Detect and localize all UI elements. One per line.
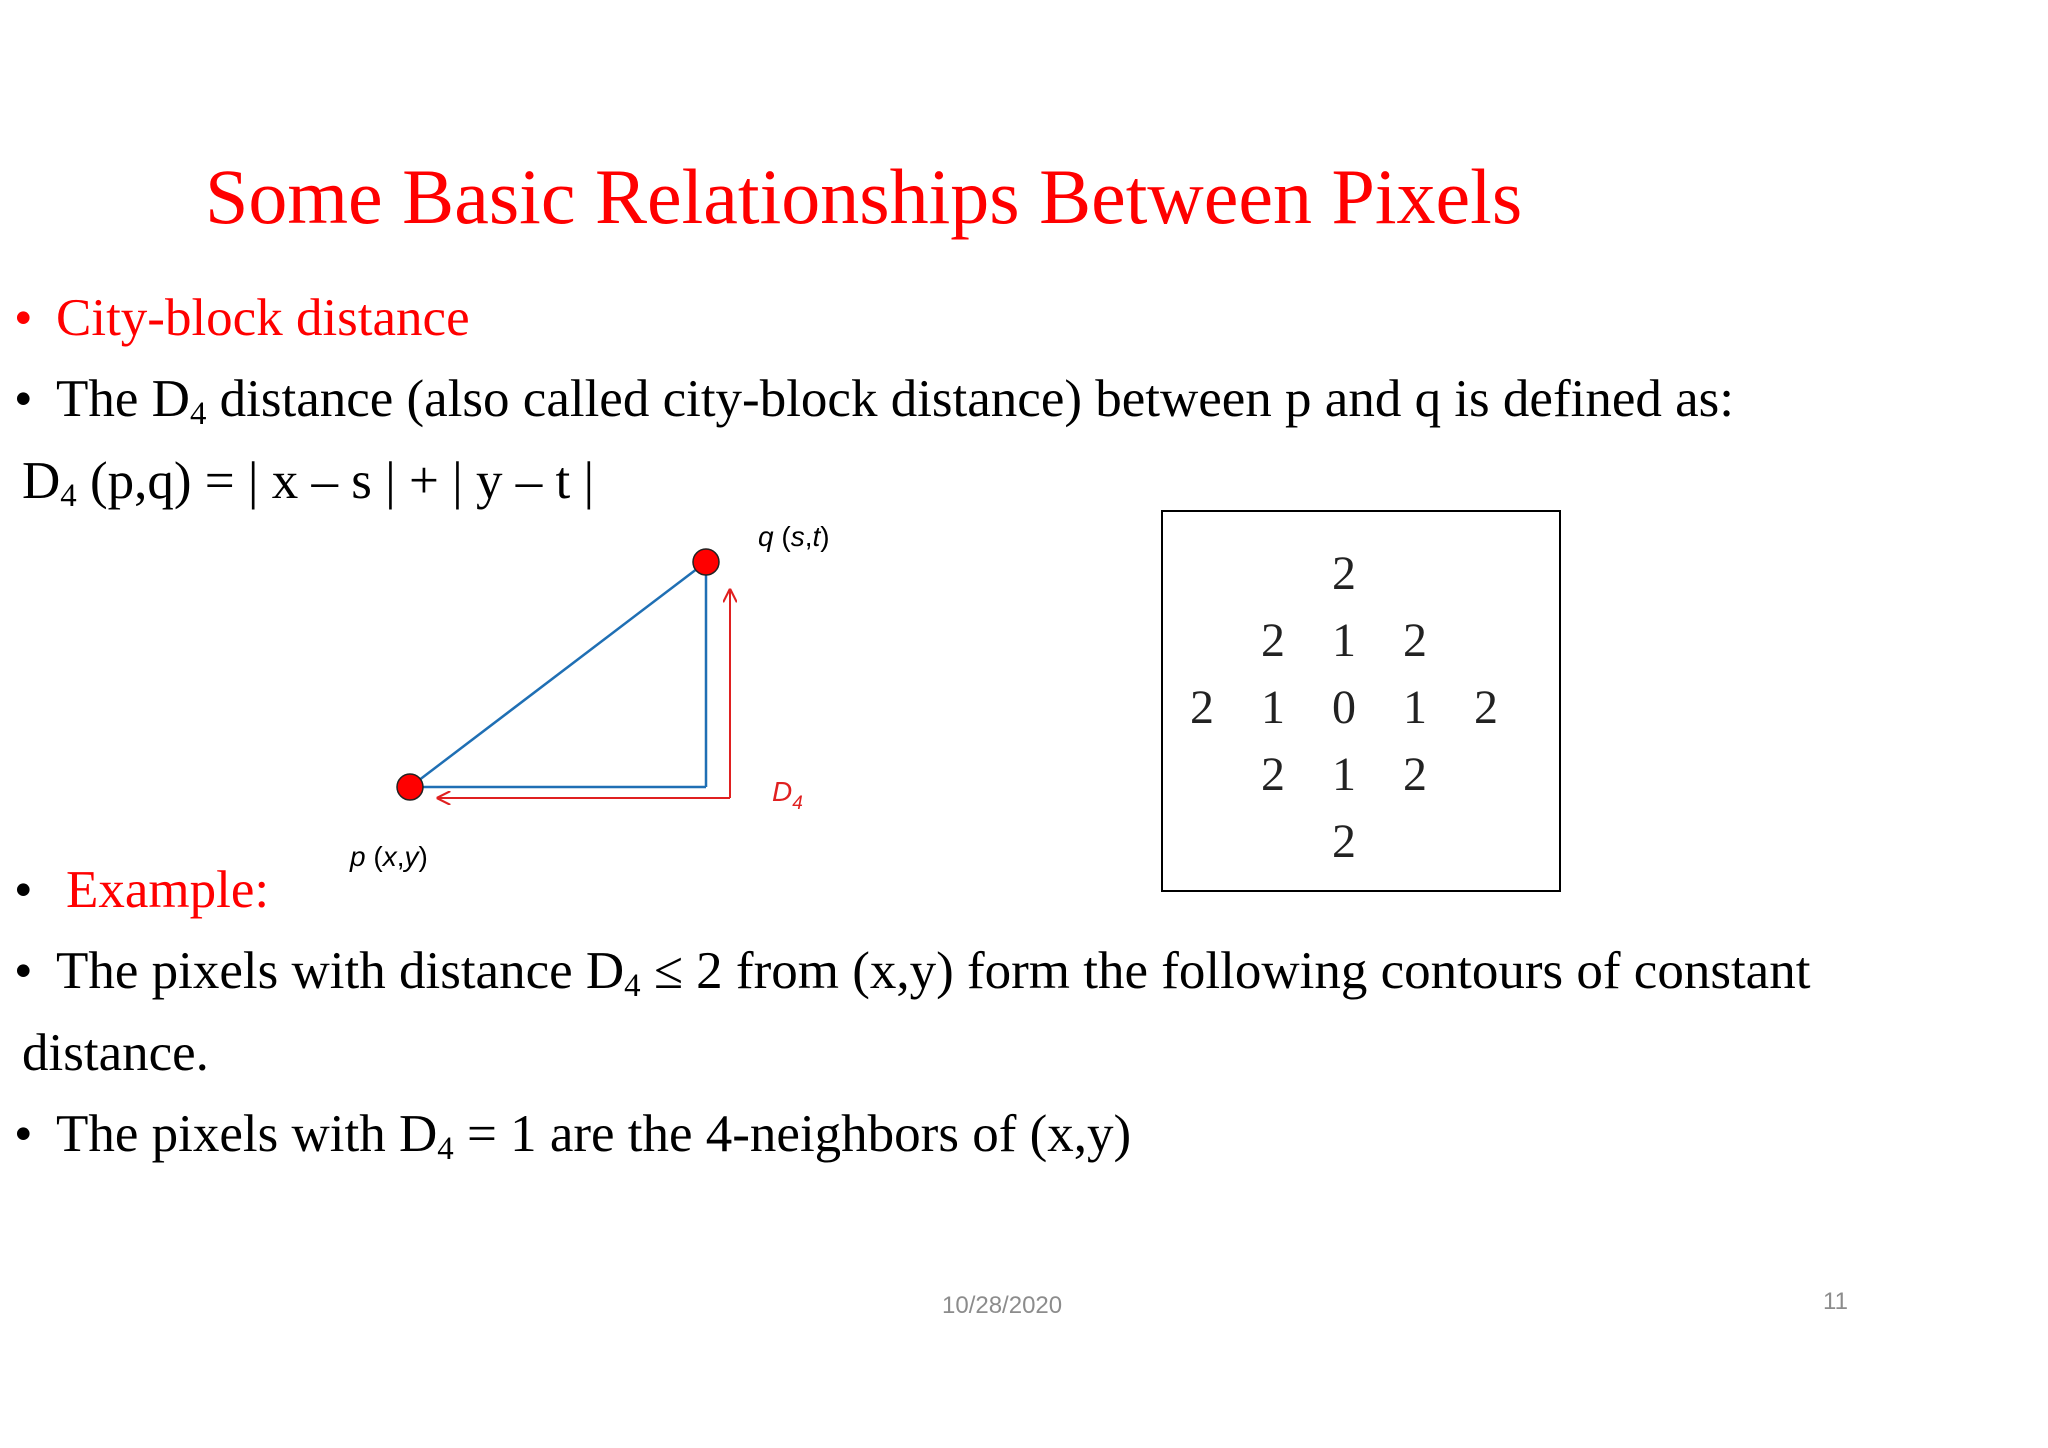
point-p xyxy=(397,774,423,800)
slide-title: Some Basic Relationships Between Pixels xyxy=(205,153,1523,240)
diagonal-path-line xyxy=(410,562,706,787)
bullet-contours-continued: distance. xyxy=(22,1024,209,1082)
bullet-text-a: The D xyxy=(56,370,190,428)
grid-cell: 2 xyxy=(1332,547,1356,600)
grid-cell: 2 xyxy=(1403,614,1427,667)
bullet-text-a: The pixels with distance D xyxy=(56,942,625,1000)
bullet-text-a: The pixels with D xyxy=(56,1105,438,1163)
bullet-text-b: = 1 are the 4-neighbors of (x,y) xyxy=(453,1105,1132,1163)
subscript: 4 xyxy=(60,478,77,515)
subscript: 4 xyxy=(624,968,641,1005)
grid-cell: 2 xyxy=(1403,748,1427,801)
point-q xyxy=(693,549,719,575)
grid-cell: 1 xyxy=(1332,614,1356,667)
bullet-4-neighbors xyxy=(14,1105,1132,1168)
label-d4: $D_4$ xyxy=(772,776,803,814)
formula-text-b: (p,q) = | x – s | + | y – t | xyxy=(76,452,595,510)
label-p: p (x,y) xyxy=(350,841,428,872)
label-q: q (s,t) xyxy=(758,521,830,552)
grid-cell: 2 xyxy=(1332,815,1356,868)
grid-cell: 2 xyxy=(1261,614,1285,667)
bullet-text: Example: xyxy=(66,861,270,919)
bullet-marker: • xyxy=(14,1105,33,1163)
grid-cell: 2 xyxy=(1261,748,1285,801)
bullet-marker: • xyxy=(14,370,33,428)
subscript: 4 xyxy=(189,396,207,433)
grid-cell: 1 xyxy=(1403,681,1427,734)
grid-cell: 0 xyxy=(1332,681,1356,734)
bullet-marker: • xyxy=(14,289,33,347)
bullet-marker: • xyxy=(14,861,33,919)
contour-grid-box xyxy=(1161,510,1561,892)
slide-number: 11 xyxy=(1823,1288,1848,1315)
grid-cell: 1 xyxy=(1261,681,1285,734)
bullet-text-b: distance (also called city-block distance) between p and q is defined as: xyxy=(206,370,1734,428)
bullet-marker: • xyxy=(14,942,33,1000)
grid-cell: 2 xyxy=(1474,681,1498,734)
grid-cell: 1 xyxy=(1332,748,1356,801)
bullet-example xyxy=(14,861,270,919)
formula-text-a: D xyxy=(22,452,61,510)
bullet-text: City-block distance xyxy=(56,289,470,347)
grid-cell: 2 xyxy=(1190,681,1214,734)
bullet-contours xyxy=(14,942,1811,1005)
footer-date: 10/28/2020 xyxy=(942,1292,1063,1319)
bullet-text-b: ≤ 2 from (x,y) form the following contours of constant xyxy=(640,942,1811,1000)
subscript: 4 xyxy=(437,1131,454,1168)
